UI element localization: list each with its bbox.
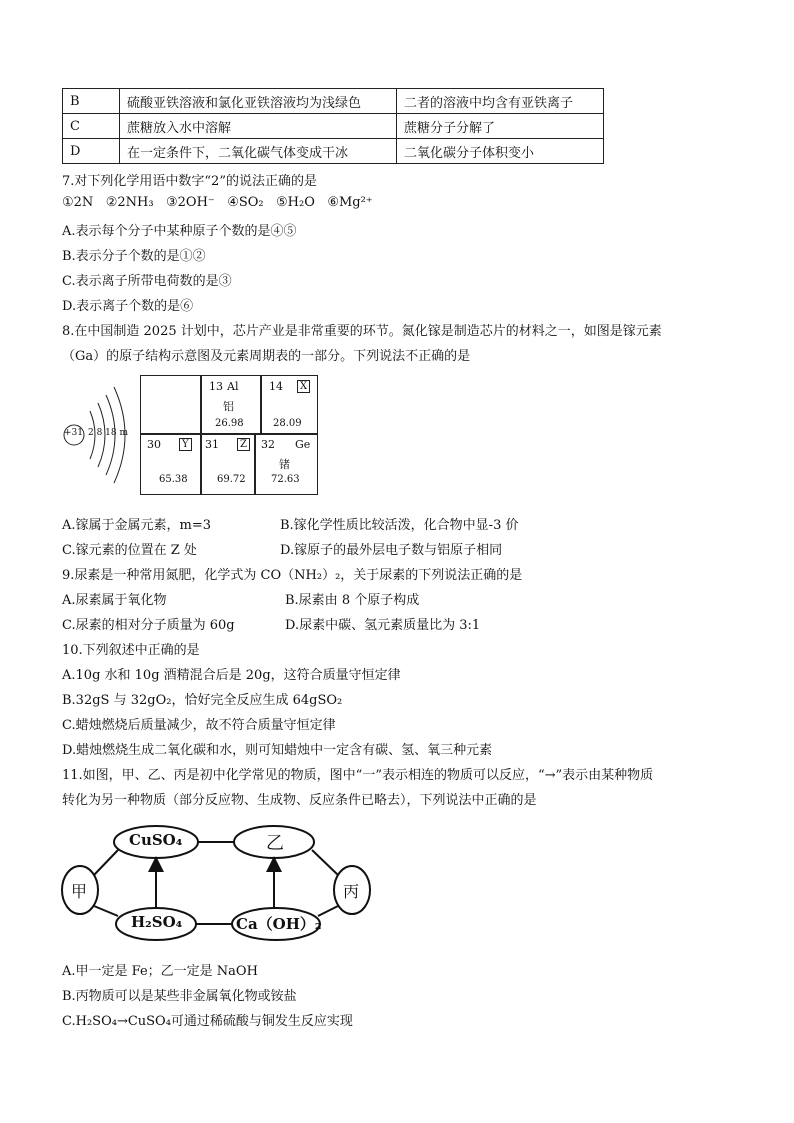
- q8-option-b: B.镓化学性质比较活泼，化合物中显-3 价: [280, 518, 519, 533]
- pt-cell-ge: [254, 433, 318, 495]
- q9-option-b: B.尿素由 8 个原子构成: [285, 593, 420, 608]
- q8-stem-line2: （Ga）的原子结构示意图及元素周期表的一部分。下列说法不正确的是: [62, 349, 471, 364]
- q11-option-b: B.丙物质可以是某些非金属氧化物或铵盐: [62, 989, 297, 1004]
- q7-item: ④SO₂: [227, 195, 264, 210]
- node-bing: 丙: [343, 882, 360, 901]
- atom-nucleus: +31: [64, 428, 83, 438]
- table-row: [63, 89, 604, 114]
- pt-mass: 65.38: [159, 474, 188, 485]
- pt-sym: Ge: [295, 438, 311, 451]
- q7-option-b: B.表示分子个数的是①②: [62, 249, 206, 264]
- q7-stem: 7.对下列化学用语中数字“2”的说法正确的是: [62, 174, 317, 189]
- q7-item: ⑤H₂O: [276, 195, 315, 210]
- node-cuso4: CuSO₄: [129, 831, 183, 849]
- q8-option-d: D.镓原子的最外层电子数与铝原子相同: [280, 543, 503, 558]
- table-row: [63, 114, 604, 139]
- pt-mass: 69.72: [217, 474, 246, 485]
- q8-stem-line1: 8.在中国制造 2025 计划中，芯片产业是非常重要的环节。氮化镓是制造芯片的材料之一，如图是镓元素: [62, 324, 662, 339]
- q8-option-a: A.镓属于金属元素，m=3: [62, 518, 212, 533]
- pt-num: 31: [205, 438, 219, 451]
- pt-num: 13: [209, 380, 223, 393]
- q9-option-a: A.尿素属于氧化物: [62, 593, 167, 608]
- row-key: C: [63, 114, 120, 139]
- q9-option-c: C.尿素的相对分子质量为 60g: [62, 618, 235, 633]
- q9-stem: 9.尿素是一种常用氮肥，化学式为 CO（NH₂）₂，关于尿素的下列说法正确的是: [62, 568, 523, 583]
- q11-option-a: A.甲一定是 Fe；乙一定是 NaOH: [62, 964, 258, 979]
- q11-stem-line1: 11.如图，甲、乙、丙是初中化学常见的物质，图中“一”表示相连的物质可以反应，“→”表示由某种物质: [62, 768, 654, 783]
- row-phenomenon: 硫酸亚铁溶液和氯化亚铁溶液均为浅绿色: [120, 89, 397, 114]
- pt-mass: 72.63: [271, 474, 300, 485]
- q10-option-c: C.蜡烛燃烧后质量减少，故不符合质量守恒定律: [62, 718, 336, 733]
- reaction-diagram: [60, 820, 380, 950]
- q7-option-a: A.表示每个分子中某种原子个数的是④⑤: [62, 224, 297, 239]
- q9-option-d: D.尿素中碳、氢元素质量比为 3:1: [285, 618, 481, 633]
- pt-name: 铝: [223, 400, 234, 413]
- q11-stem-line2: 转化为另一种物质（部分反应物、生成物、反应条件已略去），下列说法中正确的是: [62, 793, 537, 808]
- pt-mass: 26.98: [215, 418, 244, 429]
- pt-mass: 28.09: [273, 418, 302, 429]
- q7-option-c: C.表示离子所带电荷数的是③: [62, 274, 232, 289]
- pt-sym: X: [297, 380, 310, 393]
- node-caoh2: Ca（OH）₂: [236, 915, 322, 933]
- node-h2so4: H₂SO₄: [131, 913, 183, 931]
- row-explanation: 二氧化碳分子体积变小: [397, 139, 604, 164]
- row-phenomenon: 在一定条件下，二氧化碳气体变成干冰: [120, 139, 397, 164]
- atom-shells: 2 8 18 m: [88, 428, 129, 438]
- row-key: B: [63, 89, 120, 114]
- q7-item: ⑥Mg²⁺: [327, 195, 373, 210]
- node-yi: 乙: [266, 833, 284, 854]
- q7-item: ③2OH⁻: [165, 195, 215, 210]
- q7-item: ②2NH₃: [105, 195, 154, 210]
- q11-option-c: C.H₂SO₄→CuSO₄可通过稀硫酸与铜发生反应实现: [62, 1014, 353, 1029]
- pt-name: 锗: [279, 458, 290, 471]
- q10-option-b: B.32gS 与 32gO₂，恰好完全反应生成 64gSO₂: [62, 693, 343, 708]
- pt-sym: Y: [179, 438, 192, 451]
- row-explanation: 蔗糖分子分解了: [397, 114, 604, 139]
- q7-item: ①2N: [62, 195, 94, 210]
- q7-items: [62, 195, 373, 210]
- q8-option-c: C.镓元素的位置在 Z 处: [62, 543, 197, 558]
- pt-cell-x: [260, 375, 318, 435]
- pt-sym: Al: [227, 380, 239, 393]
- pt-num: 32: [261, 438, 275, 451]
- pt-cell-empty: [140, 375, 202, 435]
- pt-num: 30: [147, 438, 161, 451]
- pt-num: 14: [269, 380, 283, 393]
- comparison-table: [62, 88, 604, 164]
- pt-cell-al: [200, 375, 262, 435]
- pt-cell-z: [200, 433, 256, 495]
- pt-cell-y: [140, 433, 202, 495]
- row-key: D: [63, 139, 120, 164]
- q10-option-a: A.10g 水和 10g 酒精混合后是 20g，这符合质量守恒定律: [62, 668, 401, 683]
- q10-stem: 10.下列叙述中正确的是: [62, 643, 200, 658]
- row-explanation: 二者的溶液中均含有亚铁离子: [397, 89, 604, 114]
- table-row: [63, 139, 604, 164]
- pt-sym: Z: [237, 438, 250, 451]
- q7-option-d: D.表示离子个数的是⑥: [62, 299, 194, 314]
- q10-option-d: D.蜡烛燃烧生成二氧化碳和水，则可知蜡烛中一定含有碳、氢、氧三种元素: [62, 743, 493, 758]
- row-phenomenon: 蔗糖放入水中溶解: [120, 114, 397, 139]
- node-jia: 甲: [71, 882, 88, 901]
